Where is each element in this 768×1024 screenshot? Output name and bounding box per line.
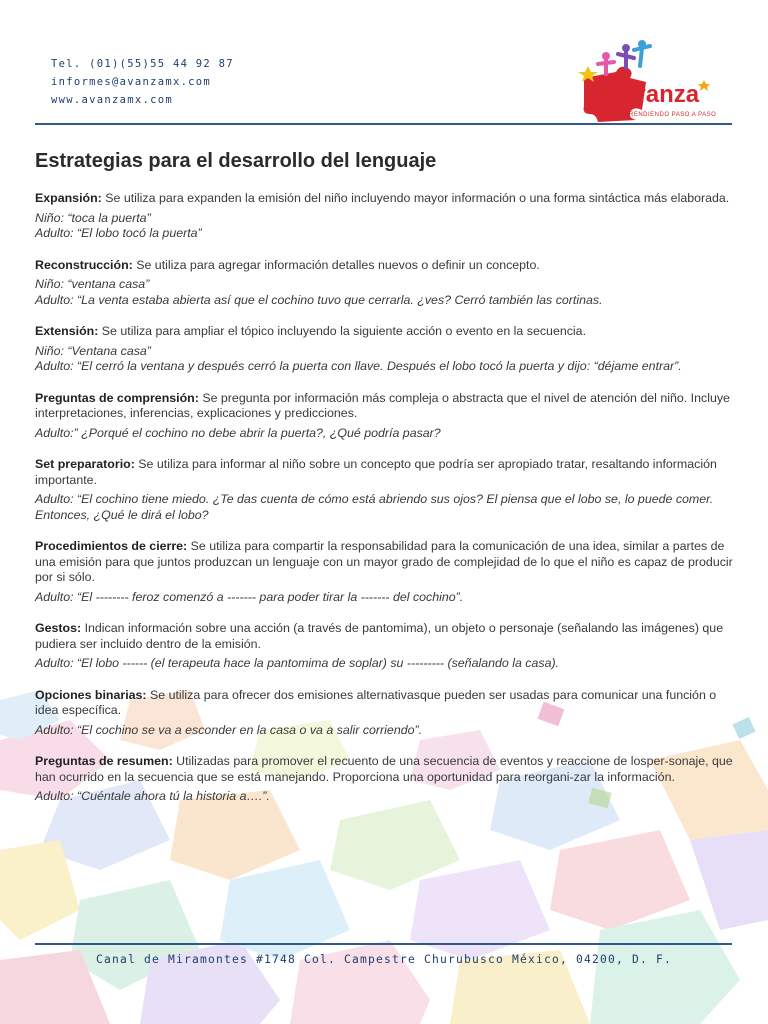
strategy-definition-text: Indican información sobre una acción (a través de pantomima), un objeto o personaje (señalando las imágenes) que pudiera ser incluido dentro de la emisión. (35, 621, 724, 651)
strategy-term: Procedimientos de cierre: (35, 539, 188, 553)
page-title: Estrategias para el desarrollo del lenguaje (35, 150, 437, 172)
main-content (35, 150, 733, 821)
strategy-section (35, 258, 733, 309)
strategy-section (35, 457, 733, 523)
strategy-section (35, 754, 733, 805)
example-line: Adulto: “El cochino se va a esconder en la casa o va a salir corriendo”. (35, 722, 423, 737)
strategy-definition-text: Se utiliza para ofrecer dos emisiones alternativasque pueden ser usadas para comunicar una función o idea específica. (35, 687, 717, 717)
strategy-definition (35, 391, 733, 422)
strategy-definition (35, 324, 733, 340)
logo-tagline: APRENDIENDO PASO A PASO (620, 112, 717, 118)
strategy-section (35, 621, 733, 672)
example-line: Adulto: “El cochino tiene miedo. ¿Te das cuenta de cómo está abriendo sus ojos? El piensa que el lobo se, lo puede comer. Entonces, ¿Qué le dirá el lobo? (35, 492, 714, 522)
footer-divider (35, 943, 732, 945)
strategy-term: Gestos: (35, 621, 82, 635)
avanza-logo (576, 36, 726, 122)
strategy-definition-text: Se utiliza para agregar información detalles nuevos o definir un concepto. (132, 257, 540, 272)
strategy-definition (35, 191, 733, 207)
example-line: Adulto: “El lobo ------ (el terapeuta hace la pantomima de soplar) su --------- (señalando la casa). (35, 656, 560, 670)
strategy-definition (35, 258, 733, 274)
strategy-term: Preguntas de comprensión: (35, 390, 199, 405)
strategy-term: Opciones binarias: (35, 687, 147, 702)
strategy-examples (35, 789, 733, 805)
strategy-definition (35, 688, 733, 719)
strategy-definition (35, 621, 733, 652)
strategy-definition-text: Se utiliza para informar al niño sobre un concepto que podría ser apropiado tratar, resaltando información importante. (35, 457, 717, 487)
strategy-definition-text: Utilizadas para promover el recuento de una secuencia de eventos y reaccione de losper-sonaje, que han ocurrido en la secuencia que se está manejando. Proporciona una oportunidad para reorgani-zar la información. (35, 754, 733, 784)
strategy-examples (35, 656, 733, 672)
strategy-section (35, 191, 733, 242)
strategy-examples (35, 277, 733, 308)
example-line: Adulto: “El cerró la ventana y después cerró la puerta con llave. Después el lobo tocó la puerta y dijo: “déjame entrar”. (35, 359, 682, 373)
example-line: Adulto: “El lobo tocó la puerta” (35, 226, 202, 240)
strategy-examples (35, 211, 733, 242)
strategy-term: Set preparatorio: (35, 457, 135, 471)
header-divider (35, 123, 732, 125)
example-line: Adulto: “Cuéntale ahora tú la historia a….”. (35, 789, 270, 803)
strategy-section (35, 539, 733, 605)
example-line: Niño: “ventana casa” (35, 277, 150, 291)
strategy-term: Extensión: (35, 324, 99, 338)
strategy-term: Expansión: (35, 191, 102, 205)
example-line: Adulto: “El -------- feroz comenzó a ------- para poder tirar la ------- del cochino”. (35, 589, 464, 604)
example-line: Adulto:” ¿Porqué el cochino no debe abrir la puerta?, ¿Qué podría pasar? (35, 425, 441, 440)
strategy-term: Preguntas de resumen: (35, 754, 173, 768)
logo-wordmark: Avanza (616, 81, 700, 108)
email-link[interactable]: informes@avanzamx.com (51, 76, 212, 88)
example-line: Niño: “toca la puerta” (35, 210, 151, 225)
strategy-examples (35, 344, 733, 375)
contact-info (51, 55, 234, 109)
strategy-definition (35, 457, 733, 488)
strategy-examples (35, 590, 733, 606)
strategy-definition-text: Se pregunta por información más compleja o abstracta que el nivel de atención del niño. Incluye interpretaciones, inferencias, explicaciones y predicciones. (35, 390, 730, 420)
strategy-definition-text: Se utiliza para expanden la emisión del niño incluyendo mayor información o una forma sintáctica más elaborada. (101, 191, 730, 205)
footer-address: Canal de Miramontes #1748 Col. Campestre Churubusco México, 04200, D. F. (95, 953, 673, 966)
strategy-definition (35, 754, 733, 785)
strategy-definition-text: Se utiliza para compartir la responsabilidad para la comunicación de una idea, similar a partes de una emisión para que juntos produzcan un lenguaje con un mayor grado de complejidad de lo que el niño es capaz de producir por si sólo. (35, 539, 733, 584)
strategy-examples (35, 426, 733, 442)
website-link[interactable]: www.avanzamx.com (51, 94, 173, 106)
strategy-section (35, 391, 733, 442)
example-line: Adulto: “La venta estaba abierta así que el cochino tuvo que cerrarla. ¿ves? Cerró también las cortinas. (35, 292, 603, 307)
strategy-definition-text: Se utiliza para ampliar el tópico incluyendo la siguiente acción o evento en la secuencia. (98, 324, 587, 338)
strategy-examples (35, 723, 733, 739)
phone-text: Tel. (01)(55)55 44 92 87 (51, 58, 234, 70)
strategy-definition (35, 539, 733, 586)
example-line: Niño: “Ventana casa” (35, 343, 151, 358)
strategies-list (35, 191, 733, 805)
strategy-term: Reconstrucción: (35, 257, 133, 272)
strategy-section (35, 688, 733, 739)
strategy-examples (35, 492, 733, 523)
strategy-section (35, 324, 733, 375)
